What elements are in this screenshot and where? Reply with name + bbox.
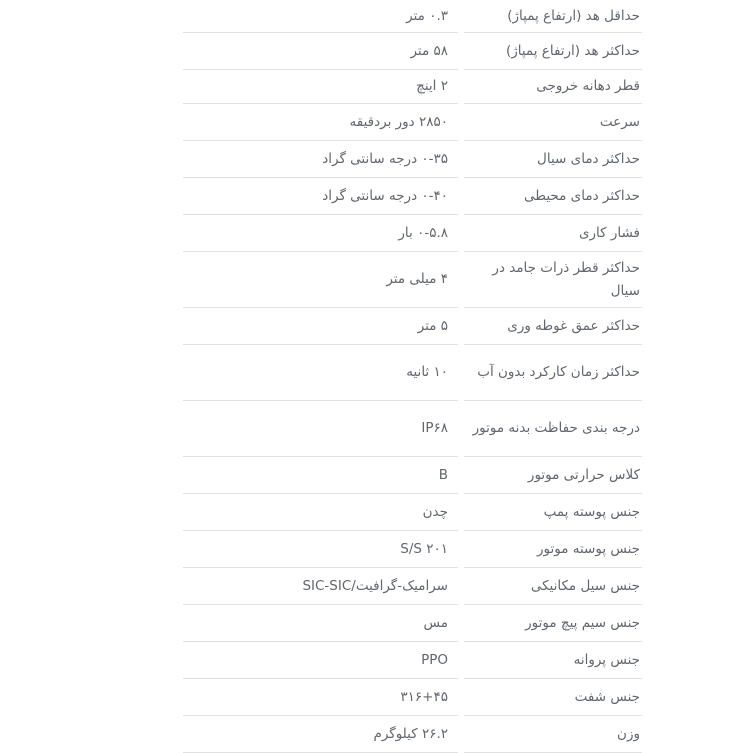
spec-row	[183, 308, 642, 345]
spec-row	[183, 141, 642, 178]
spec-label: حداکثر هد (ارتفاع پمپاژ)	[464, 33, 642, 70]
spec-label: جنس سیم پیچ موتور	[464, 605, 642, 642]
spec-row	[183, 70, 642, 104]
spec-value: PPO	[183, 642, 458, 679]
spec-value: ۲ اینچ	[183, 70, 458, 104]
spec-label: حداکثر قطر ذرات جامد در سیال	[464, 252, 642, 308]
spec-row	[183, 605, 642, 642]
spec-label: فشار کاری	[464, 215, 642, 252]
spec-label: قطر دهانه خروجی	[464, 70, 642, 104]
spec-value: ۴ میلی متر	[183, 252, 458, 308]
spec-value: ۵ متر	[183, 308, 458, 345]
spec-value: IP۶۸	[183, 401, 458, 457]
spec-row	[183, 252, 642, 308]
spec-value: ۳۱۶+۴۵	[183, 679, 458, 716]
spec-row	[183, 716, 642, 753]
spec-label: جنس شفت	[464, 679, 642, 716]
spec-row	[183, 642, 642, 679]
spec-label: حداکثر دمای سیال	[464, 141, 642, 178]
spec-row	[183, 531, 642, 568]
spec-value: ۰-۳۵ درجه سانتی گراد	[183, 141, 458, 178]
spec-value: ۰.۳ متر	[183, 0, 458, 33]
spec-label: درجه بندی حفاظت بدنه موتور	[464, 401, 642, 457]
spec-value: B	[183, 457, 458, 494]
spec-label: جنس پوسته پمپ	[464, 494, 642, 531]
spec-value: ۲۸۵۰ دور بردقیقه	[183, 104, 458, 141]
spec-table	[183, 0, 642, 753]
spec-row	[183, 494, 642, 531]
spec-label: حداکثر عمق غوطه وری	[464, 308, 642, 345]
spec-row	[183, 0, 642, 33]
spec-value: ۱۰ ثانیه	[183, 345, 458, 401]
spec-value: ۵۸ متر	[183, 33, 458, 70]
spec-value: ۰-۴۰ درجه سانتی گراد	[183, 178, 458, 215]
spec-row	[183, 104, 642, 141]
spec-value: مس	[183, 605, 458, 642]
spec-label: وزن	[464, 716, 642, 753]
spec-row	[183, 679, 642, 716]
spec-value: چدن	[183, 494, 458, 531]
spec-value: ۰-۵.۸ بار	[183, 215, 458, 252]
spec-row	[183, 345, 642, 401]
spec-value: ۲۶.۲ کیلوگرم	[183, 716, 458, 753]
spec-value: سرامیک-گرافیت/SIC-SIC	[183, 568, 458, 605]
spec-label: جنس پوسته موتور	[464, 531, 642, 568]
spec-label: جنس پروانه	[464, 642, 642, 679]
spec-label: جنس سیل مکانیکی	[464, 568, 642, 605]
spec-row	[183, 401, 642, 457]
spec-value: S/S ۲۰۱	[183, 531, 458, 568]
spec-label: سرعت	[464, 104, 642, 141]
spec-row	[183, 178, 642, 215]
spec-row	[183, 215, 642, 252]
spec-row	[183, 568, 642, 605]
spec-row	[183, 33, 642, 70]
spec-label: حداقل هد (ارتفاع پمپاژ)	[464, 0, 642, 33]
spec-label: حداکثر زمان کارکرد بدون آب	[464, 345, 642, 401]
spec-row	[183, 457, 642, 494]
spec-label: کلاس حرارتی موتور	[464, 457, 642, 494]
spec-label: حداکثر دمای محیطی	[464, 178, 642, 215]
